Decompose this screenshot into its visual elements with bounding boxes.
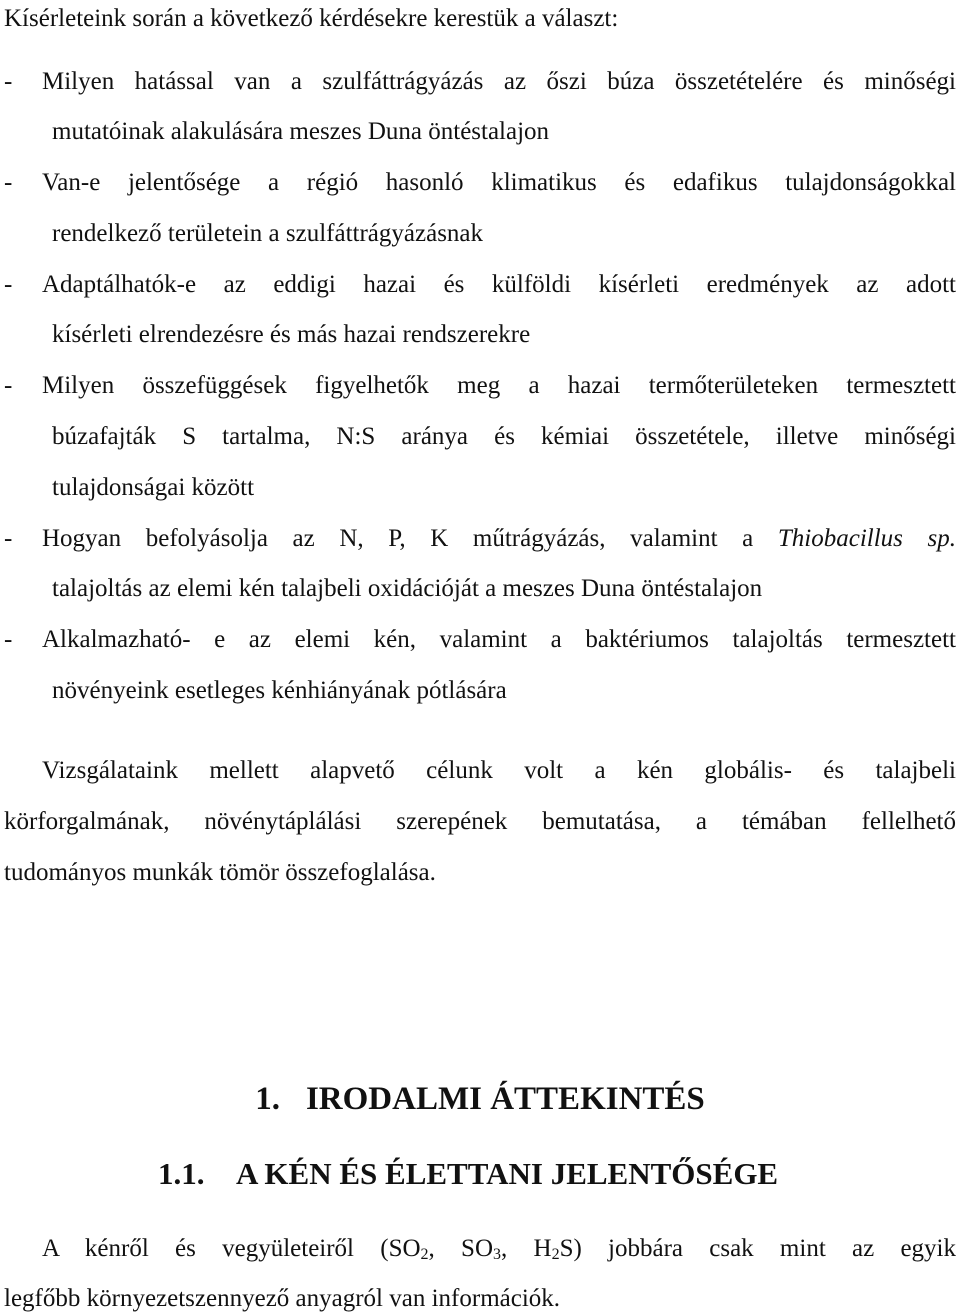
bullet-dash: - xyxy=(4,68,13,95)
section-number: 1. xyxy=(255,1081,280,1117)
closing-line-1 xyxy=(42,1234,956,1264)
question-6-line-2: növényeink esetleges kénhiányának pótlására xyxy=(52,677,507,704)
bullet-dash: - xyxy=(4,525,13,552)
closing-text-1: A kénről és vegyületeiről (SO xyxy=(42,1235,421,1262)
question-2-line-2: rendelkező területein a szulfáttrágyázásnak xyxy=(52,220,484,247)
section-title: IRODALMI ÁTTEKINTÉS xyxy=(305,1081,705,1117)
closing-text-2: , SO xyxy=(428,1235,494,1262)
intro-text: Kísérleteink során a következő kérdésekre kerestük a választ: xyxy=(4,5,619,32)
question-6-line-1: Alkalmazható- e az elemi kén, valamint a baktériumos talajoltás termesztett xyxy=(42,626,956,653)
subscript-2: 2 xyxy=(420,1246,429,1263)
subscript-2b: 2 xyxy=(551,1246,560,1263)
aim-line-3: tudományos munkák tömör összefoglalása. xyxy=(4,859,436,886)
question-1-line-1: Milyen hatással van a szulfáttrágyázás az őszi búza összetételére és minőségi xyxy=(42,68,956,95)
closing-line-2: legfőbb környezetszennyező anyagról van információk. xyxy=(4,1285,561,1312)
question-5-line-1-text: Hogyan befolyásolja az N, P, K műtrágyázás, valamint a xyxy=(42,525,778,552)
question-3-line-1: Adaptálhatók-e az eddigi hazai és külföldi kísérleti eredmények az adott xyxy=(42,271,956,298)
bullet-dash: - xyxy=(4,626,13,653)
question-4-line-1: Milyen összefüggések figyelhetők meg a hazai termőterületeken termesztett xyxy=(42,372,956,399)
aim-line-1: Vizsgálataink mellett alapvető célunk volt a kén globális- és talajbeli xyxy=(42,757,956,784)
question-3-line-2: kísérleti elrendezésre és más hazai rendszerekre xyxy=(52,321,531,348)
question-5-line-1 xyxy=(42,524,956,554)
question-4-line-3: tulajdonságai között xyxy=(52,474,255,501)
question-4-line-2: búzafajták S tartalma, N:S aránya és kémiai összetétele, illetve minőségi xyxy=(52,423,956,450)
closing-text-3: , H xyxy=(501,1235,552,1262)
bullet-dash: - xyxy=(4,372,13,399)
subsection-heading xyxy=(158,1155,778,1193)
closing-text-4: S) jobbára csak mint az egyik xyxy=(559,1235,956,1262)
aim-line-2: körforgalmának, növénytáplálási szerepének bemutatása, a témában fellelhető xyxy=(4,808,956,835)
subsection-number: 1.1. xyxy=(158,1156,205,1191)
section-heading xyxy=(0,1079,960,1119)
species-name-italic: Thiobacillus sp. xyxy=(777,525,956,552)
bullet-dash: - xyxy=(4,271,13,298)
question-1-line-2: mutatóinak alakulására meszes Duna öntéstalajon xyxy=(52,118,550,145)
question-2-line-1: Van-e jelentősége a régió hasonló klimatikus és edafikus tulajdonságokkal xyxy=(42,169,956,196)
subscript-3: 3 xyxy=(493,1246,502,1263)
bullet-dash: - xyxy=(4,169,13,196)
subsection-title: A KÉN ÉS ÉLETTANI JELENTŐSÉGE xyxy=(236,1156,779,1191)
question-5-line-2: talajoltás az elemi kén talajbeli oxidációját a meszes Duna öntéstalajon xyxy=(52,575,763,602)
